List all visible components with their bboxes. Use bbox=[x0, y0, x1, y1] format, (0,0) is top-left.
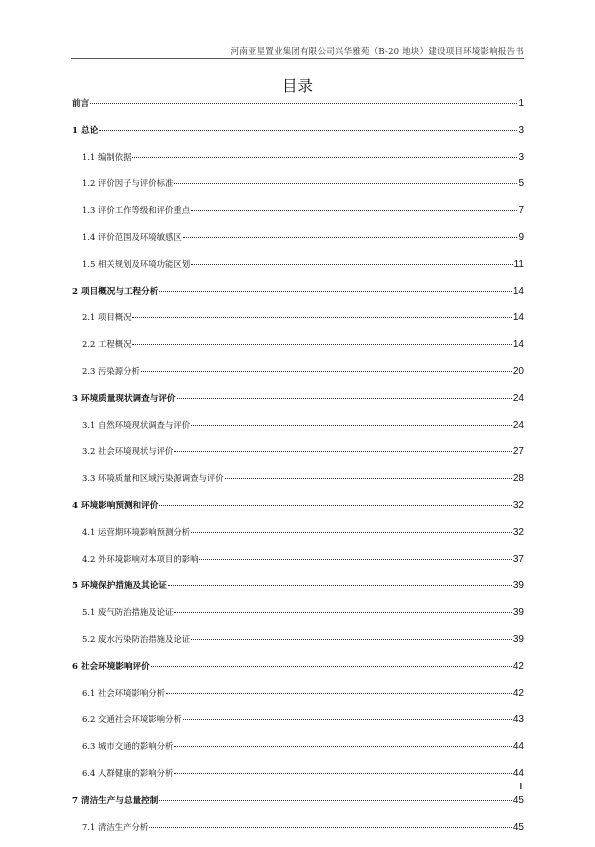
toc-entry-label: 4.2 外环境影响对本项目的影响 bbox=[82, 553, 199, 564]
toc-leader-dots bbox=[225, 478, 512, 479]
toc-entry[interactable] bbox=[72, 633, 524, 660]
toc-entry-label: 1.3 评价工作等级和评价重点 bbox=[82, 205, 191, 216]
toc-entry-page: 39 bbox=[512, 580, 524, 592]
toc-entry[interactable] bbox=[72, 713, 524, 740]
toc-entry[interactable] bbox=[72, 258, 524, 285]
toc-entry-label: 6 社会环境影响评价 bbox=[72, 661, 150, 672]
toc-leader-dots bbox=[174, 183, 517, 184]
toc-leader-dots bbox=[174, 612, 512, 613]
toc-entry[interactable] bbox=[72, 365, 524, 392]
header-rule bbox=[71, 58, 524, 59]
toc-entry-label: 6.4 人群健康的影响分析 bbox=[82, 767, 174, 778]
toc-entry-label: 2 项目概况与工程分析 bbox=[72, 286, 159, 297]
toc-leader-dots bbox=[149, 827, 512, 828]
toc-entry[interactable] bbox=[72, 419, 524, 446]
toc-entry-page: 14 bbox=[512, 312, 524, 324]
toc-entry-page: 20 bbox=[512, 365, 524, 377]
toc-entry-label: 3.1 自然环境现状调查与评价 bbox=[82, 419, 191, 430]
toc-entry[interactable] bbox=[72, 526, 524, 553]
toc-entry[interactable] bbox=[72, 553, 524, 580]
toc-leader-dots bbox=[159, 291, 512, 292]
toc-entry[interactable] bbox=[72, 740, 524, 767]
toc-leader-dots bbox=[191, 425, 512, 426]
toc-entry-label: 2.2 工程概况 bbox=[82, 339, 132, 350]
toc-entry-label: 1.5 相关规划及环境功能区划 bbox=[82, 258, 191, 269]
toc-entry-page: 7 bbox=[518, 205, 524, 217]
toc-entry-page: 3 bbox=[518, 151, 524, 163]
toc-entry-page: 11 bbox=[513, 258, 524, 270]
toc-entry-page: 43 bbox=[512, 714, 524, 726]
toc-entry[interactable] bbox=[72, 285, 524, 312]
toc-leader-dots bbox=[183, 719, 512, 720]
table-of-contents bbox=[72, 97, 524, 847]
toc-leader-dots bbox=[174, 773, 512, 774]
running-header: 河南亚星置业集团有限公司兴华雅苑（B-20 地块）建设项目环境影响报告书 bbox=[230, 47, 524, 57]
toc-leader-dots bbox=[174, 451, 512, 452]
toc-entry[interactable] bbox=[72, 660, 524, 687]
toc-entry-page: 39 bbox=[512, 607, 524, 619]
toc-entry-label: 6.1 社会环境影响分析 bbox=[82, 687, 165, 698]
toc-leader-dots bbox=[191, 264, 513, 265]
toc-entry[interactable] bbox=[72, 445, 524, 472]
toc-entry-page: 24 bbox=[512, 419, 524, 431]
toc-entry-page: 1 bbox=[518, 98, 524, 109]
toc-entry-label: 1.2 评价因子与评价标准 bbox=[82, 178, 174, 189]
toc-entry[interactable] bbox=[72, 767, 524, 794]
toc-entry-label: 7.1 清洁生产分析 bbox=[82, 821, 149, 832]
toc-leader-dots bbox=[168, 585, 512, 586]
toc-leader-dots bbox=[132, 317, 511, 318]
toc-entry[interactable] bbox=[72, 579, 524, 606]
toc-entry[interactable] bbox=[72, 606, 524, 633]
toc-leader-dots bbox=[141, 371, 512, 372]
toc-entry-label: 2.1 项目概况 bbox=[82, 312, 132, 323]
toc-leader-dots bbox=[159, 800, 512, 801]
toc-leader-dots bbox=[191, 639, 512, 640]
toc-entry[interactable] bbox=[72, 124, 524, 151]
toc-leader-dots bbox=[177, 398, 512, 399]
toc-entry[interactable] bbox=[72, 177, 524, 204]
page-title: 目录 bbox=[281, 77, 313, 95]
toc-entry[interactable] bbox=[72, 97, 524, 124]
toc-entry[interactable] bbox=[72, 821, 524, 847]
toc-entry-label: 6.3 城市交通的影响分析 bbox=[82, 741, 174, 752]
toc-leader-dots bbox=[191, 532, 512, 533]
toc-entry-page: 45 bbox=[512, 794, 524, 806]
toc-entry-label: 5.2 废水污染防治措施及论证 bbox=[82, 633, 191, 644]
toc-entry-label: 2.3 污染源分析 bbox=[82, 365, 140, 376]
toc-entry-page: 37 bbox=[512, 553, 524, 565]
toc-entry-page: 24 bbox=[512, 392, 524, 404]
toc-entry-label: 5.1 废气防治措施及论证 bbox=[82, 607, 174, 618]
toc-leader-dots bbox=[183, 237, 518, 238]
toc-leader-dots bbox=[132, 157, 517, 158]
toc-entry[interactable] bbox=[72, 311, 524, 338]
toc-entry-page: 45 bbox=[512, 821, 524, 833]
toc-entry-label: 4.1 运营期环境影响预测分析 bbox=[82, 526, 191, 537]
toc-entry-label: 4 环境影响预测和评价 bbox=[72, 500, 159, 511]
toc-entry-page: 14 bbox=[512, 339, 524, 351]
toc-leader-dots bbox=[132, 344, 511, 345]
toc-entry[interactable] bbox=[72, 794, 524, 821]
toc-entry-page: 9 bbox=[518, 231, 524, 243]
toc-entry-page: 5 bbox=[518, 178, 524, 190]
toc-entry[interactable] bbox=[72, 472, 524, 499]
toc-entry[interactable] bbox=[72, 338, 524, 365]
toc-entry-label: 3 环境质量现状调查与评价 bbox=[72, 393, 176, 404]
toc-entry-page: 42 bbox=[512, 687, 524, 699]
toc-leader-dots bbox=[174, 746, 512, 747]
toc-entry-page: 3 bbox=[518, 124, 524, 136]
toc-entry-label: 5 环境保护措施及其论证 bbox=[72, 581, 167, 592]
toc-entry-label: 前言 bbox=[72, 99, 90, 109]
toc-leader-dots bbox=[151, 666, 512, 667]
toc-entry-page: 44 bbox=[512, 741, 524, 753]
toc-entry-label: 1.1 编制依据 bbox=[82, 151, 132, 162]
toc-entry-page: 14 bbox=[512, 285, 524, 297]
toc-entry-page: 39 bbox=[512, 633, 524, 645]
toc-entry[interactable] bbox=[72, 231, 524, 258]
toc-leader-dots bbox=[99, 130, 517, 131]
toc-entry-page: 32 bbox=[512, 499, 524, 511]
toc-entry-page: 32 bbox=[512, 526, 524, 538]
toc-leader-dots bbox=[199, 559, 511, 560]
toc-entry-label: 7 清洁生产与总量控制 bbox=[72, 795, 159, 806]
toc-entry-page: 42 bbox=[512, 660, 524, 672]
toc-entry[interactable] bbox=[72, 392, 524, 419]
page-number: I bbox=[519, 782, 522, 791]
toc-entry-label: 3.2 社会环境现状与评价 bbox=[82, 446, 174, 457]
toc-entry-label: 1.4 评价范围及环境敏感区 bbox=[82, 231, 182, 242]
toc-entry-label: 1 总论 bbox=[72, 125, 99, 136]
toc-leader-dots bbox=[166, 693, 512, 694]
toc-leader-dots bbox=[90, 103, 517, 104]
toc-entry-page: 44 bbox=[512, 767, 524, 779]
toc-entry-label: 6.2 交通社会环境影响分析 bbox=[82, 714, 182, 725]
toc-entry[interactable] bbox=[72, 151, 524, 178]
toc-entry[interactable] bbox=[72, 687, 524, 714]
toc-entry[interactable] bbox=[72, 499, 524, 526]
toc-leader-dots bbox=[159, 505, 512, 506]
toc-entry-page: 28 bbox=[512, 473, 524, 485]
toc-leader-dots bbox=[191, 210, 517, 211]
toc-entry[interactable] bbox=[72, 204, 524, 231]
toc-entry-page: 27 bbox=[512, 446, 524, 458]
toc-entry-label: 3.3 环境质量和区域污染源调查与评价 bbox=[82, 473, 224, 484]
